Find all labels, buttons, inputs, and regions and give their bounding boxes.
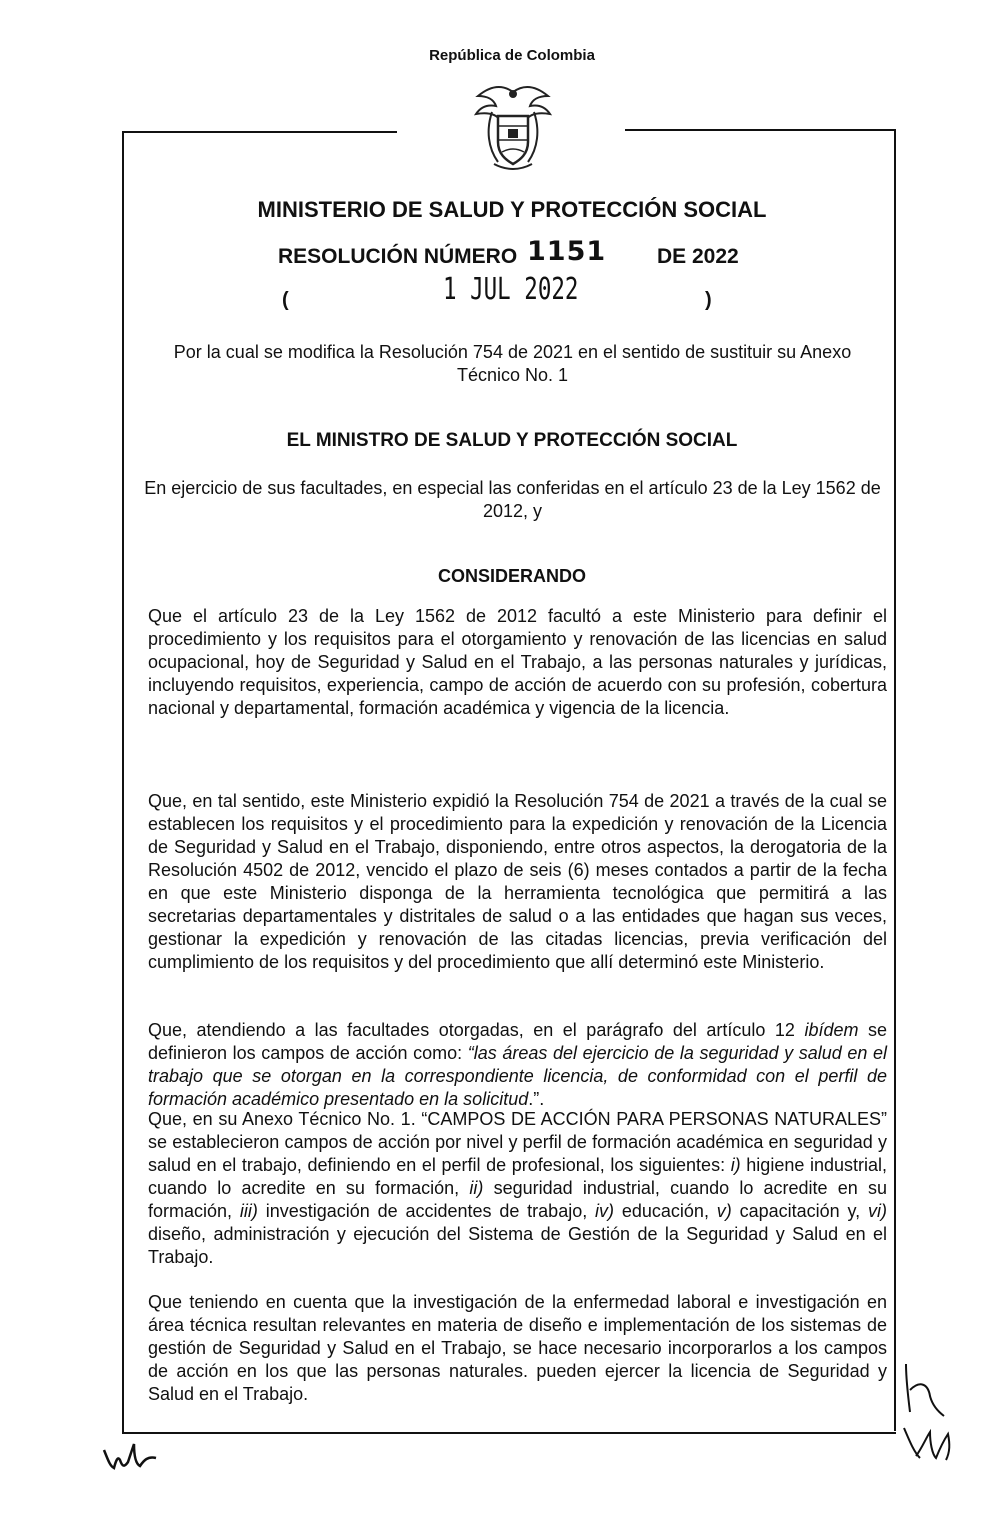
p4-text-a: Que, en su Anexo Técnico No. 1. “CAMPOS DE ACCIÓN PARA PERSONAS NATURALES” se establecieron campos de acción por nivel y perfil de formación académica en seguridad y salud en el trabajo, definiendo en el perfil de profesional, los siguientes: [148, 1109, 887, 1175]
initials-signature-left [100, 1430, 170, 1480]
paragraph-2: Que, en tal sentido, este Ministerio expidió la Resolución 754 de 2021 a través de la cual se establecen los requisitos y el procedimiento para la expedición y renovación de la Licencia de Seguridad y Salud en el Trabajo, disponiendo, entre otros aspectos, la derogatoria de la Resolución 4502 de 2012, vencido el plazo de seis (6) meses contados a partir de la fecha en que este Ministerio disponga de la herramienta tecnológica que permitirá a las secretarias departamentales y distritales de salud o a las entidades que hagan sus veces, gestionar la expedición y renovación de las citadas licencias, previa verificación del cumplimiento de los requisitos y del procedimiento que allí determinó este Ministerio. [148, 791, 887, 972]
paragraph-1: Que el artículo 23 de la Ley 1562 de 2012 facultó a este Ministerio para definir el procedimiento y los requisitos para el otorgamiento y renovación de las licencias en salud ocupacional, hoy de Seguridad y Salud en el Trabajo, a las personas naturales y jurídicas, incluyendo requisitos, experiencia, campo de acción de acuerdo con su profesión, cobertura nacional y departamental, formación académica y vigencia de la licencia. [148, 606, 887, 718]
p4-text-d: investigación de accidentes de trabajo, [257, 1201, 596, 1221]
p4-text-f: capacitación y, [731, 1201, 868, 1221]
p4-roman-vi: vi) [868, 1201, 887, 1221]
paren-open: ( [282, 289, 289, 311]
p3-text-before: Que, atendiendo a las facultades otorgadas, en el parágrafo del artículo 12 [148, 1020, 805, 1040]
resolution-year: DE 2022 [657, 245, 739, 268]
paragraph-4 [148, 1108, 887, 1269]
p4-roman-iv: iv) [595, 1201, 615, 1221]
p4-text-e: educación, [614, 1201, 717, 1221]
initials-signature-right-bottom [900, 1418, 960, 1468]
frame-top-right [625, 129, 895, 131]
initials-signature-right-top [900, 1360, 950, 1420]
frame-right [894, 129, 896, 1431]
paragraph-5: Que teniendo en cuenta que la investigación de la enfermedad laboral e investigación en área técnica resultan relevantes en materia de diseño e implementación de los sistemas de gestión de Seguridad y Salud en el Trabajo, se hace necesario incorporarlos a los campos de acción en los que las personas naturales. pueden ejercer la licencia de Seguridad y Salud en el Trabajo. [148, 1292, 887, 1404]
considerando-heading: CONSIDERANDO [437, 566, 586, 586]
p4-text-g: diseño, administración y ejecución del Sistema de Gestión de la Seguridad y Salud en el Trabajo. [148, 1224, 887, 1267]
p4-roman-v: v) [716, 1201, 732, 1221]
resolution-label: RESOLUCIÓN NÚMERO [278, 245, 518, 268]
p3-text-middle: se definieron los campos de acción como: [148, 1020, 887, 1063]
p4-roman-i: i) [730, 1155, 741, 1175]
country-header: República de Colombia [429, 47, 595, 64]
resolution-summary: Por la cual se modifica la Resolución 754 de 2021 en el sentido de sustituir su Anexo Técnico No. 1 [173, 342, 852, 385]
paren-close: ) [705, 289, 712, 311]
frame-left [122, 131, 124, 1433]
date-stamp: 1 JUL 2022 [443, 272, 579, 307]
resolution-number: 1151 [527, 236, 607, 267]
p3-text-end: .”. [528, 1089, 545, 1109]
p3-ibidem: ibídem [804, 1020, 859, 1040]
p4-roman-ii: ii) [469, 1178, 484, 1198]
p4-roman-iii: iii) [239, 1201, 258, 1221]
frame-bottom [122, 1432, 896, 1434]
colombia-coat-of-arms-icon [472, 82, 554, 174]
p3-quote: “las áreas del ejercicio de la seguridad y salud en el trabajo que se otorgan en la correspondiente licencia, de conformidad con el perfil de formación académico presentado en la solicitud [148, 1043, 887, 1109]
p4-text-c: seguridad industrial, cuando lo acredite en su formación, [148, 1178, 888, 1221]
signatory-title: EL MINISTRO DE SALUD Y PROTECCIÓN SOCIAL [286, 430, 738, 451]
p4-text-b: higiene industrial, cuando lo acredite en su formación, [148, 1155, 887, 1198]
paragraph-3 [148, 1019, 887, 1111]
ministry-title: MINISTERIO DE SALUD Y PROTECCIÓN SOCIAL [257, 197, 767, 222]
faculties-text: En ejercicio de sus facultades, en especial las conferidas en el artículo 23 de la Ley 1562 de 2012, y [144, 478, 881, 521]
frame-top-left [122, 131, 397, 133]
